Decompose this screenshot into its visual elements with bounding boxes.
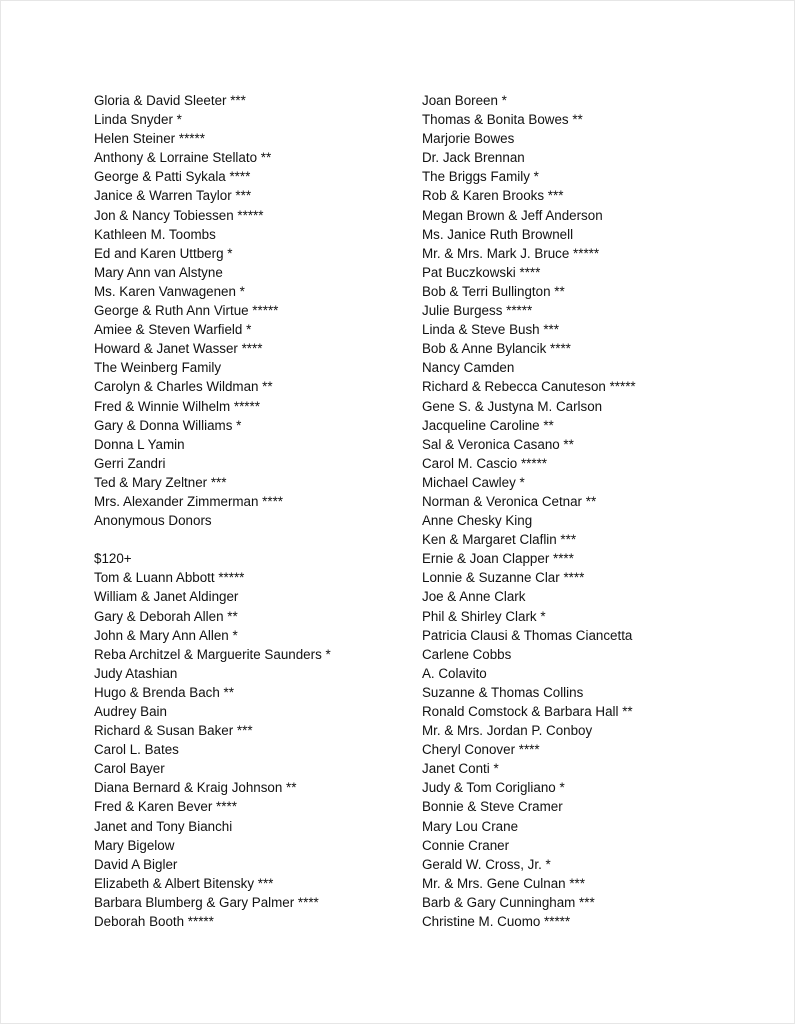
donor-name: Janet Conti *: [422, 761, 499, 777]
donor-name: Carlene Cobbs: [422, 646, 512, 662]
donor-name: Mr. & Mrs. Mark J. Bruce *****: [422, 245, 600, 261]
donor-name: Donna L Yamin: [94, 436, 185, 452]
donor-name: Audrey Bain: [94, 704, 167, 719]
donor-name: Carol L. Bates: [94, 742, 179, 758]
donor-name: Anthony & Lorraine Stellato **: [94, 150, 272, 166]
donor-name: Jacqueline Caroline **: [422, 417, 554, 433]
donor-name: Julie Burgess *****: [422, 303, 533, 319]
donor-name: Linda & Steve Bush ***: [422, 322, 559, 338]
donor-name: Diana Bernard & Kraig Johnson **: [94, 780, 297, 796]
donor-name: Reba Architzel & Marguerite Saunders *: [94, 646, 331, 662]
donor-name: Christine M. Cuomo *****: [422, 914, 571, 930]
donor-name: Rob & Karen Brooks ***: [422, 188, 564, 204]
donor-name: Mary Lou Crane: [422, 818, 519, 834]
donor-name: Gary & Donna Williams *: [94, 417, 242, 433]
donor-name: Michael Cawley *: [422, 474, 525, 490]
donor-name: Mrs. Alexander Zimmerman ****: [94, 493, 284, 509]
section-heading: $120+: [94, 551, 132, 567]
donor-name: Linda Snyder *: [94, 112, 182, 128]
donor-name: Lonnie & Suzanne Clar ****: [422, 570, 585, 586]
donor-name: Ken & Margaret Claflin ***: [422, 532, 577, 548]
left-column: [94, 91, 394, 931]
donor-name: Bob & Terri Bullington **: [422, 283, 565, 299]
donor-name: Judy & Tom Corigliano *: [422, 780, 565, 796]
donor-name: Bonnie & Steve Cramer: [422, 799, 563, 815]
donor-name: Fred & Winnie Wilhelm *****: [94, 398, 260, 414]
donor-name: Carol M. Cascio *****: [422, 455, 548, 471]
donor-name: Mr. & Mrs. Jordan P. Conboy: [422, 723, 593, 739]
donor-name: Cheryl Conover ****: [422, 742, 540, 758]
section-spacer: [94, 530, 394, 549]
donor-name: Amiee & Steven Warfield *: [94, 322, 252, 338]
donor-name: Connie Craner: [422, 837, 510, 853]
donor-name: Judy Atashian: [94, 665, 178, 681]
donor-name: David A Bigler: [94, 856, 178, 872]
donor-name: Norman & Veronica Cetnar **: [422, 493, 597, 509]
donor-name: The Weinberg Family: [94, 360, 222, 376]
right-column: [422, 91, 762, 931]
donor-name: Mr. & Mrs. Gene Culnan ***: [422, 875, 585, 891]
donor-name: Marjorie Bowes: [422, 131, 515, 147]
donor-name: Ronald Comstock & Barbara Hall **: [422, 704, 633, 719]
donor-name: Nancy Camden: [422, 360, 515, 376]
donor-name: The Briggs Family *: [422, 169, 539, 185]
donor-name: Helen Steiner *****: [94, 131, 205, 147]
donor-name: Ms. Janice Ruth Brownell: [422, 226, 574, 242]
donor-name: Fred & Karen Bever ****: [94, 799, 237, 815]
donor-name: Ernie & Joan Clapper ****: [422, 551, 574, 567]
donor-name: Howard & Janet Wasser ****: [94, 341, 263, 357]
donor-name: George & Ruth Ann Virtue *****: [94, 303, 279, 319]
donor-name: Joe & Anne Clark: [422, 589, 526, 605]
donor-name: Anonymous Donors: [94, 513, 212, 529]
donor-name: Anne Chesky King: [422, 513, 533, 529]
donor-name: Mary Bigelow: [94, 837, 175, 853]
donor-name: Megan Brown & Jeff Anderson: [422, 207, 603, 223]
donor-name: Deborah Booth *****: [94, 914, 214, 930]
donor-name: Richard & Susan Baker ***: [94, 723, 253, 739]
donor-name: Bob & Anne Bylancik ****: [422, 341, 571, 357]
donor-name: A. Colavito: [422, 665, 487, 681]
donor-name: Gerald W. Cross, Jr. *: [422, 856, 551, 872]
donor-name: Gloria & David Sleeter ***: [94, 93, 246, 108]
donor-name: Jon & Nancy Tobiessen *****: [94, 207, 264, 223]
donor-name: Gary & Deborah Allen **: [94, 608, 238, 624]
donor-name: Suzanne & Thomas Collins: [422, 684, 584, 700]
donor-name: Joan Boreen *: [422, 93, 507, 108]
donor-name: Ted & Mary Zeltner ***: [94, 474, 227, 490]
donor-name: Phil & Shirley Clark *: [422, 608, 546, 624]
donor-name: Barb & Gary Cunningham ***: [422, 894, 595, 910]
donor-name: John & Mary Ann Allen *: [94, 627, 238, 643]
donor-name: Gene S. & Justyna M. Carlson: [422, 398, 603, 414]
donor-name: Hugo & Brenda Bach **: [94, 684, 234, 700]
donor-name: Pat Buczkowski ****: [422, 264, 541, 280]
donor-name: Mary Ann van Alstyne: [94, 264, 223, 280]
donor-name: Carol Bayer: [94, 761, 165, 777]
donor-name: Janice & Warren Taylor ***: [94, 188, 252, 204]
donor-name: Tom & Luann Abbott *****: [94, 570, 245, 586]
donor-name: Carolyn & Charles Wildman **: [94, 379, 273, 395]
donor-name: Elizabeth & Albert Bitensky ***: [94, 875, 274, 891]
donor-name: Barbara Blumberg & Gary Palmer ****: [94, 894, 319, 910]
donor-name: Gerri Zandri: [94, 455, 166, 471]
donor-name: William & Janet Aldinger: [94, 589, 239, 605]
donor-name: Patricia Clausi & Thomas Ciancetta: [422, 627, 633, 643]
donor-name: Ms. Karen Vanwagenen *: [94, 283, 245, 299]
donor-name: Sal & Veronica Casano **: [422, 436, 574, 452]
donor-name: Kathleen M. Toombs: [94, 226, 216, 242]
donor-name: Janet and Tony Bianchi: [94, 818, 233, 834]
donor-name: Dr. Jack Brennan: [422, 150, 525, 166]
donor-name: George & Patti Sykala ****: [94, 169, 251, 185]
donor-name: Thomas & Bonita Bowes **: [422, 112, 583, 128]
donor-name: Ed and Karen Uttberg *: [94, 245, 233, 261]
donor-name: Richard & Rebecca Canuteson *****: [422, 379, 636, 395]
